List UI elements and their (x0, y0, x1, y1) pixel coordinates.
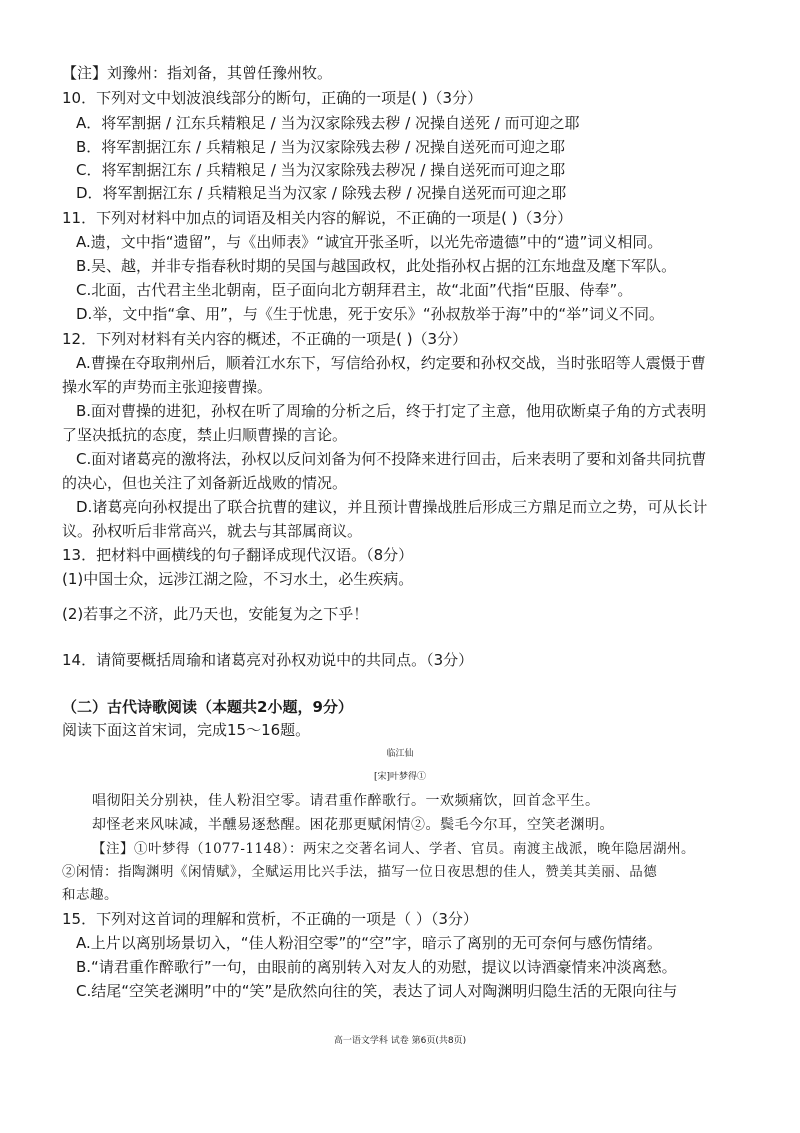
poem-note-2: ②闲情：指陶渊明《闲情赋》，全赋运用比兴手法，描写一位日夜思想的佳人，赞美其美丽、品德 (62, 864, 658, 880)
question-15-option-b: B.“请君重作醉歌行”一句，由眼前的离别转入对友人的劝慰，提议以诗酒豪情来冲淡离愁。 (76, 958, 677, 976)
poem-note-3: 和志趣。 (62, 887, 118, 903)
question-12-option-c-line2: 的决心，但也关注了刘备新近战败的情况。 (62, 474, 348, 492)
question-11-option-c: C.北面，古代君主坐北朝南，臣子面向北方朝拜君主，故“北面”代指“臣服、侍奉”。 (76, 281, 633, 299)
question-10-option-a: A．将军割据 / 江东兵精粮足 / 当为汉家除残去秽 / 况操自送死 / 而可迎之耶 (76, 114, 580, 132)
question-15-option-a: A.上片以离别场景切入，“佳人粉泪空零”的“空”字，暗示了离别的无可奈何与感伤情绪。 (76, 934, 662, 952)
note-liu-yuzhou: 【注】刘豫州：指刘备，其曾任豫州牧。 (62, 64, 333, 82)
question-12-option-b-line1: B.面对曹操的进犯，孙权在听了周瑜的分析之后，终于打定了主意，他用砍断桌子角的方式表明 (76, 402, 707, 420)
poem-author: [宋]叶梦得① (373, 772, 427, 782)
question-10-stem: 10．下列对文中划波浪线部分的断句，正确的一项是( )（3分） (62, 89, 483, 107)
question-12-stem: 12．下列对材料有关内容的概述，不正确的一项是( )（3分） (62, 330, 468, 348)
question-13-sentence-2: (2)若事之不济，此乃天也，安能复为之下乎！ (62, 605, 369, 623)
question-12-option-c-line1: C.面对诸葛亮的激将法，孙权以反问刘备为何不投降来进行回击，后来表明了要和刘备共同抗曹 (76, 450, 707, 468)
question-12-option-d-line1: D.诸葛亮向孙权提出了联合抗曹的建议，并且预计曹操战胜后形成三方鼎足而立之势，可从长计 (76, 498, 708, 516)
poem-title: 临江仙 (386, 749, 414, 759)
question-10-option-c: C．将军割据江东 / 兵精粮足 / 当为汉家除残去秽况 / 操自送死而可迎之耶 (76, 161, 566, 179)
question-12-option-b-line2: 了坚决抵抗的态度，禁止归顺曹操的言论。 (62, 426, 348, 444)
question-12-option-a-line2: 操水军的声势而主张迎接曹操。 (62, 378, 273, 396)
question-11-option-b: B.吴、越，并非专指春秋时期的吴国与越国政权，此处指孙权占据的江东地盘及麾下军队。 (76, 257, 677, 275)
page-footer: 高一语文学科 试卷 第6页(共8页) (333, 1036, 467, 1046)
poem-note-1: 【注】①叶梦得（1077-1148）：两宋之交著名词人、学者、官员。南渡主战派，晚年隐居湖州。 (92, 841, 696, 857)
section-2-intro: 阅读下面这首宋词，完成15～16题。 (62, 721, 311, 739)
question-15-stem: 15．下列对这首词的理解和赏析，不正确的一项是（ ）（3分） (62, 910, 478, 928)
question-10-option-d: D．将军割据江东 / 兵精粮足当为汉家 / 除残去秽 / 况操自送死而可迎之耶 (76, 184, 567, 202)
question-14-stem: 14．请简要概括周瑜和诸葛亮对孙权劝说中的共同点。（3分） (62, 651, 474, 669)
question-11-option-d: D.举，文中指“拿、用”，与《生于忧患，死于安乐》“孙叔敖举于海”中的“举”词义不同。 (76, 305, 664, 323)
section-2-title: （二）古代诗歌阅读（本题共2小题，9分） (62, 698, 353, 716)
question-11-option-a: A.遗，文中指“遗留”，与《出师表》“诚宜开张圣听，以光先帝遗德”中的“遗”词义相同。 (76, 233, 663, 251)
poem-line-2: 却怪老来风味减，半醺易逐愁醒。困花那更赋闲情②。鬓毛今尔耳，空笑老渊明。 (92, 817, 614, 833)
question-15-option-c: C.结尾“空笑老渊明”中的“笑”是欣然向往的笑，表达了词人对陶渊明归隐生活的无限向往与 (76, 982, 678, 1000)
question-12-option-d-line2: 议。孙权听后非常高兴，就去与其部属商议。 (62, 522, 363, 540)
question-13-sentence-1: (1)中国士众，远涉江湖之险，不习水土，必生疾病。 (62, 570, 414, 588)
poem-line-1: 唱彻阳关分别袂，佳人粉泪空零。请君重作醉歌行。一欢频痛饮，回首念平生。 (92, 793, 600, 809)
question-10-option-b: B．将军割据江东 / 兵精粮足 / 当为汉家除残去秽 / 况操自送死而可迎之耶 (76, 138, 566, 156)
question-13-stem: 13．把材料中画横线的句子翻译成现代汉语。（8分） (62, 546, 414, 564)
question-12-option-a-line1: A.曹操在夺取荆州后，顺着江水东下，写信给孙权，约定要和孙权交战，当时张昭等人震慑于曹 (76, 354, 706, 372)
question-11-stem: 11．下列对材料中加点的词语及相关内容的解说，不正确的一项是( )（3分） (62, 209, 573, 227)
